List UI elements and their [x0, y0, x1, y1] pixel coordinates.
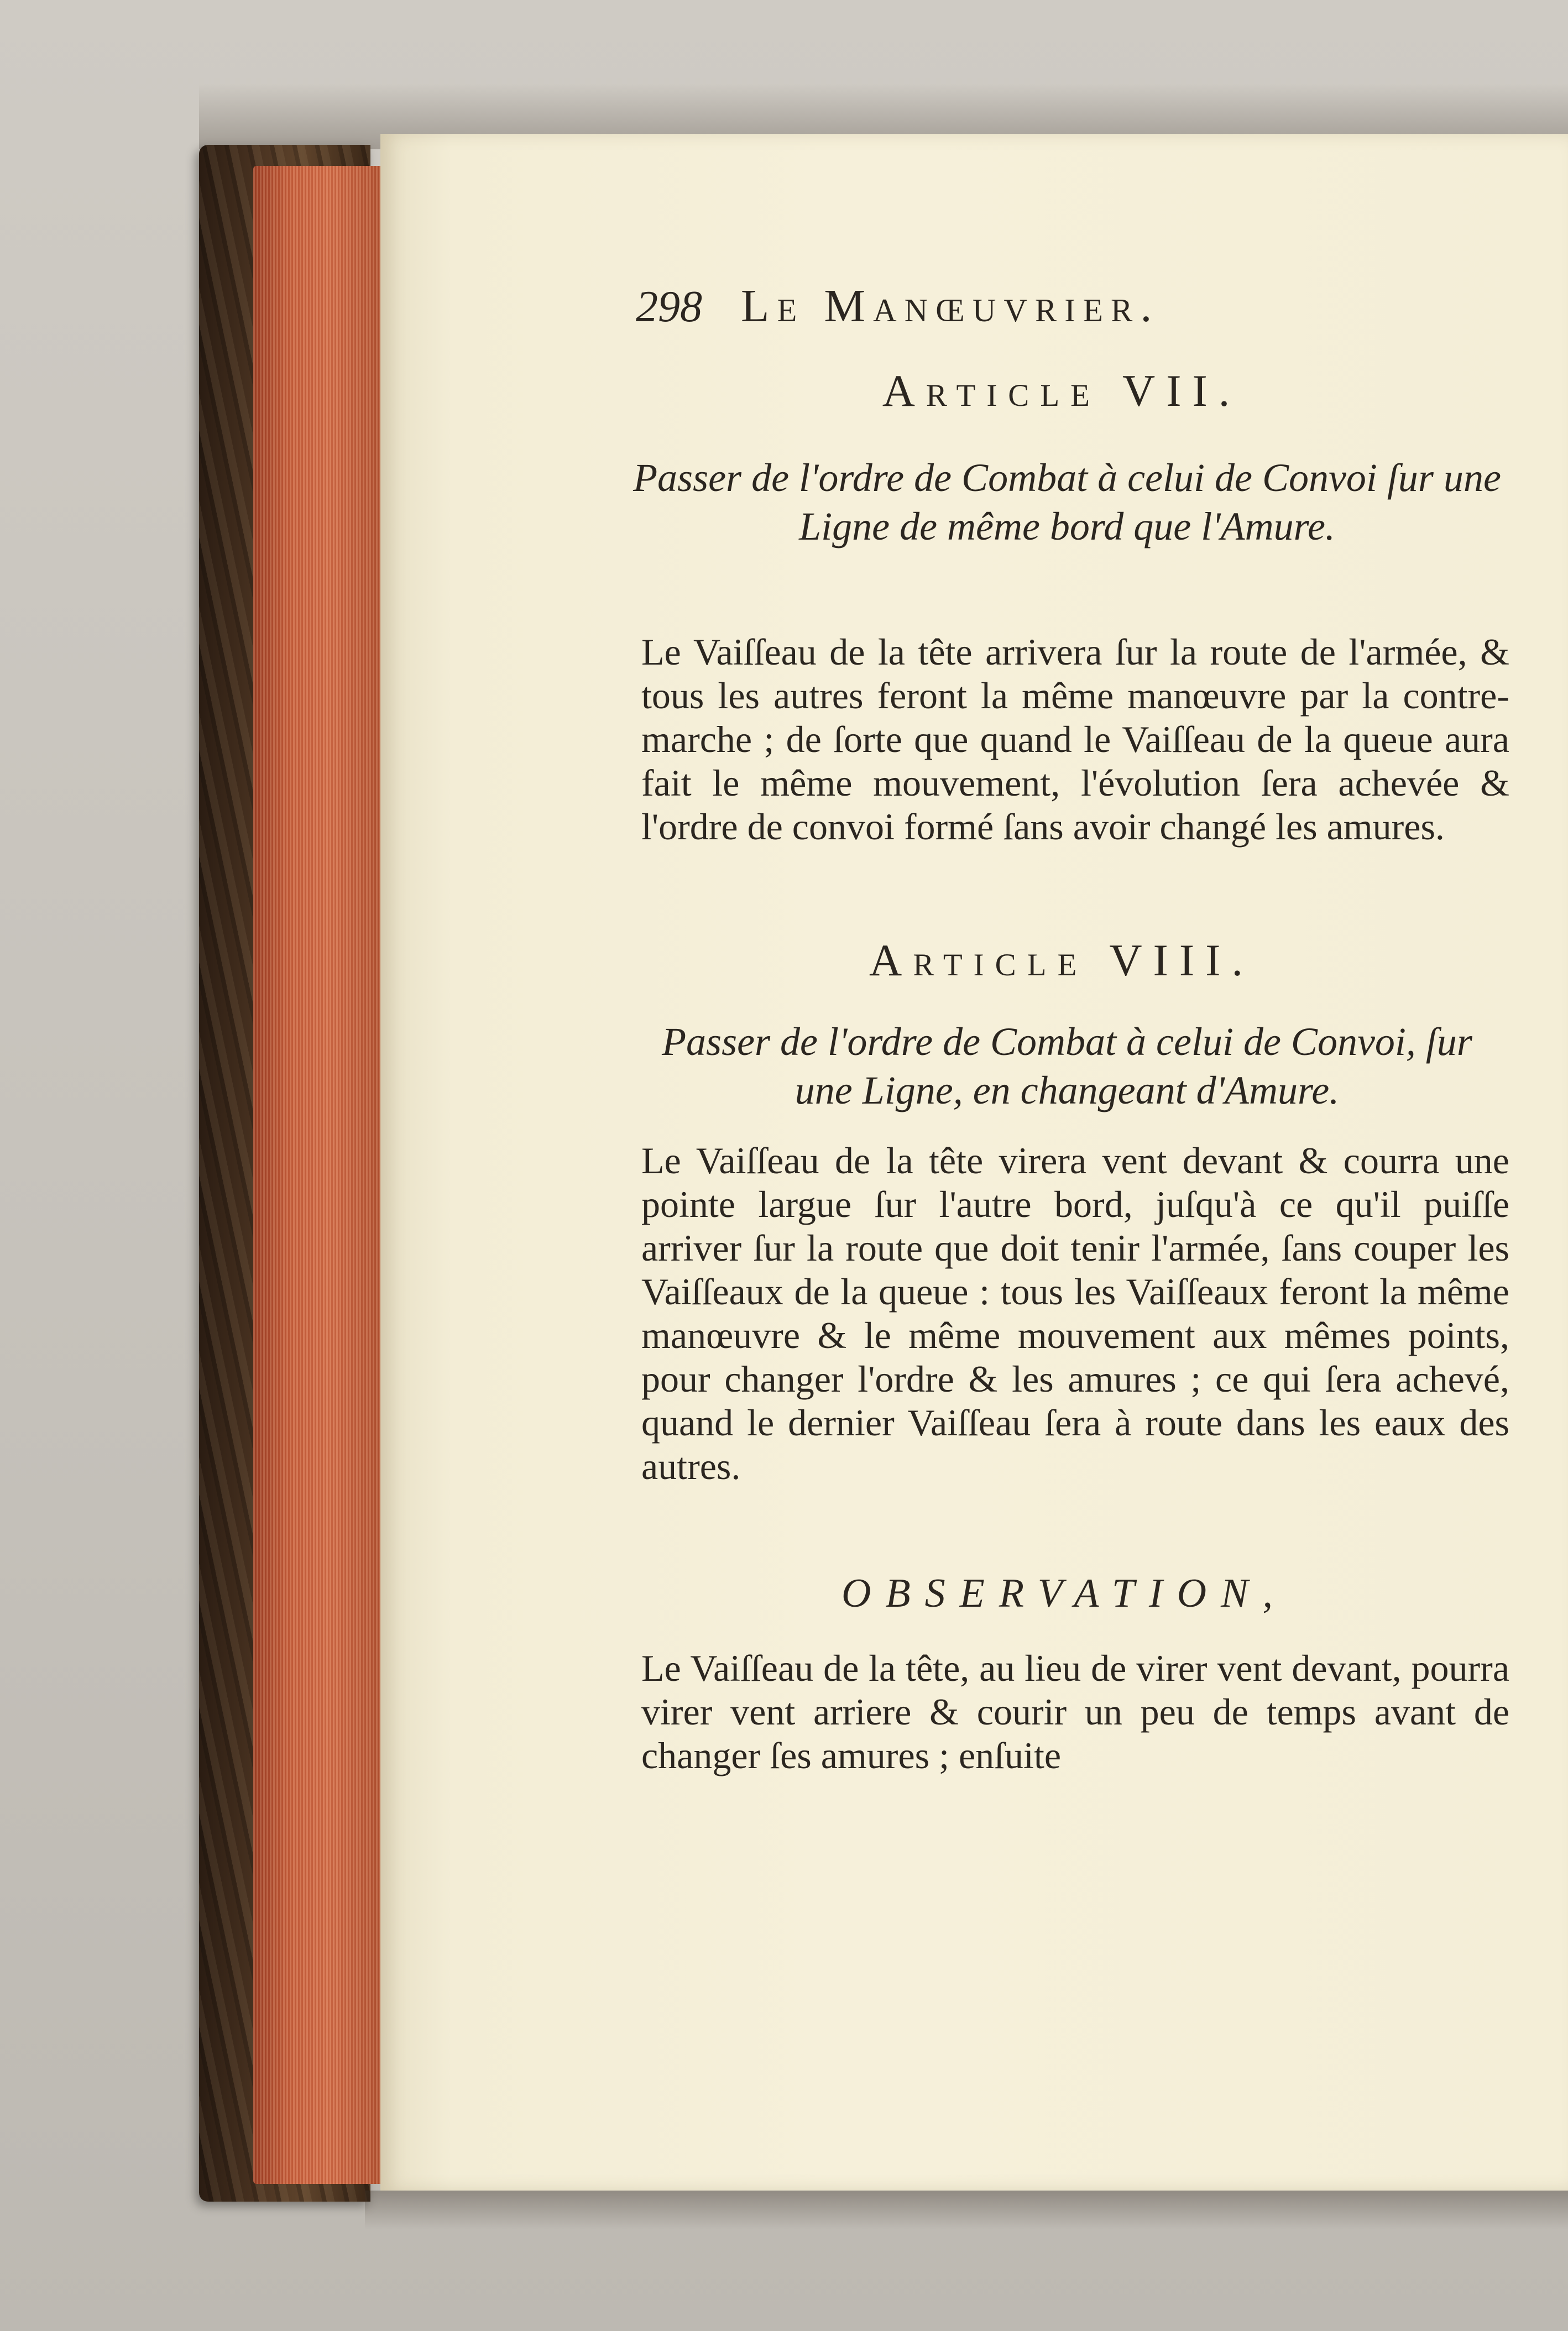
page-edges	[253, 166, 380, 2184]
observation-body: Le Vaiſſeau de la tête, au lieu de virer vent devant, pourra virer vent arriere & courir un peu de temps avant de changer ſes amures ; enſuite	[641, 1647, 1509, 1776]
article-7-subtitle: Passer de l'ordre de Combat à celui de Convoi ſur une Ligne de même bord que l'Amure.	[633, 456, 1501, 548]
page-number: 298	[636, 283, 702, 331]
article-8-heading: Article VIII.	[869, 935, 1254, 985]
article-8-body: Le Vaiſſeau de la tête virera vent devant & courra une pointe largue ſur l'autre bord, juſqu'à ce qu'il puiſſe arriver ſur la route que doit tenir l'armée, ſans couper les Vaiſſeaux de la queue : tous les Vaiſſeaux feront la même manœuvre & le même mouvement aux mêmes points, pour changer l'ordre & les amures ; ce qui ſera achevé, quand le dernier Vaiſſeau ſera à route dans les eaux des autres.	[641, 1140, 1509, 1487]
page-bottom-shadow	[365, 2191, 1568, 2229]
observation-heading: OBSERVATION,	[842, 1571, 1287, 1616]
article-8-subtitle: Passer de l'ordre de Combat à celui de Convoi, ſur une Ligne, en changeant d'Amure.	[662, 1020, 1472, 1112]
running-head	[636, 279, 1366, 340]
article-7-body: Le Vaiſſeau de la tête arrivera ſur la route de l'armée, & tous les autres feront la même manœuvre par la contre-marche ; de ſorte que quand le Vaiſſeau de la queue aura fait le même mouvement, l'évolution ſera achevée & l'ordre de convoi formé ſans avoir changé les amures.	[641, 631, 1509, 848]
running-title: Le Manœuvrier.	[741, 280, 1160, 332]
article-7-heading: Article VII.	[882, 365, 1241, 416]
